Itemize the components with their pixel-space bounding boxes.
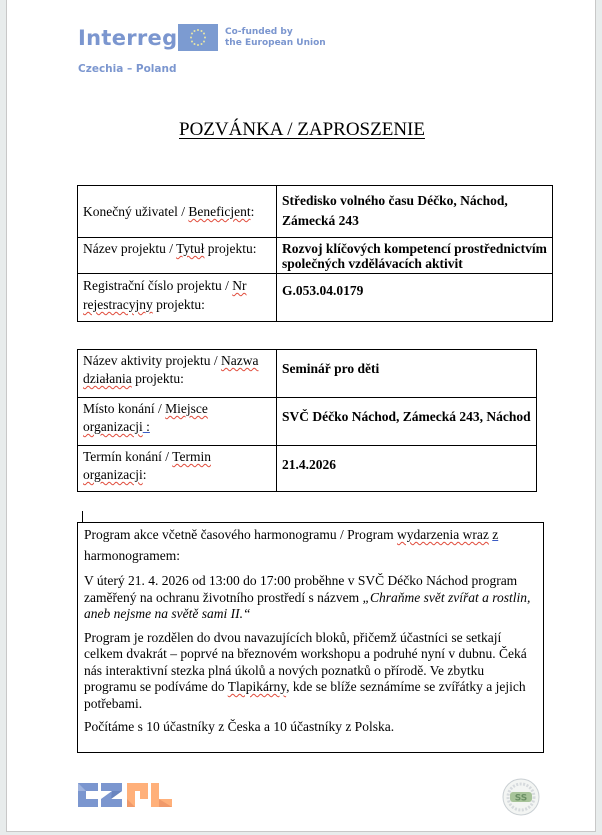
round-seal-logo-icon <box>501 777 541 822</box>
program-heading <box>84 524 537 566</box>
label-text: Místo konání / <box>83 401 166 416</box>
value-line: Rozvoj klíčových kompetencí prostřednictvím <box>282 241 547 256</box>
label-tail: projektu: <box>204 241 257 256</box>
heading-line-2: harmonogramem: <box>84 548 180 563</box>
value-line: G.053.04.0179 <box>282 283 364 298</box>
activity-info-table <box>77 349 537 492</box>
label-tail: projektu: <box>131 371 184 386</box>
value-cell: SVČ Déčko Náchod, Zámecká 243, Náchod <box>277 398 537 446</box>
label-flagged: Nazwa <box>220 353 259 368</box>
project-info-table <box>77 185 553 322</box>
text-cursor <box>82 511 83 522</box>
program-paragraph-2 <box>84 630 537 713</box>
table-row <box>78 186 553 238</box>
p2-text-end: , kde se blíže seznámíme se zvířátky a jejich potřebami. <box>84 679 526 711</box>
interreg-logo: Interreg <box>78 26 178 50</box>
p2-text: Program je rozdělen do dvou navazujících bloků, přičemž účastníci se setkají celkem dvakrát – poprvé na březnovém workshopu a podruhé nyní v dubnu. Čeká nás interaktivní stezka plná úkolů a nových poznatků o přírodě. Ve zbytku programu se podíváme do <box>84 629 527 694</box>
label-text: Termín konání / <box>83 449 173 464</box>
title-text: POZVÁNKA / ZAPROSZENIE <box>179 119 425 140</box>
label-flagged: Termin <box>172 449 211 464</box>
label-text: Registrační číslo projektu / <box>83 278 233 293</box>
program-paragraph-1 <box>84 573 537 623</box>
eu-flag-icon <box>178 24 218 51</box>
program-name: Czechia – Poland <box>78 63 177 75</box>
eu-line-1: Co-funded by <box>225 27 293 37</box>
label-flagged: Miejsce <box>165 401 208 416</box>
p1-text: V úterý 21. 4. 2026 od 13:00 do 17:00 proběhne v SVČ Déčko Náchod program zaměřený na ochranu životního prostředí s názvem <box>84 573 518 605</box>
label-text: Název aktivity projektu / <box>83 353 221 368</box>
table-row <box>78 350 537 398</box>
label-flagged: rejestracyjny <box>83 297 153 312</box>
table-row <box>78 446 537 492</box>
label-text: Název projektu / <box>83 241 177 256</box>
label-flagged: działania <box>83 371 132 386</box>
value-cell <box>277 186 553 238</box>
label-flagged: organizacji <box>83 467 143 482</box>
value-line: Zámecká 243 <box>282 213 359 228</box>
label-tail: : <box>250 204 255 219</box>
p2-flagged: Tlapikárny <box>227 679 287 694</box>
label-cell <box>78 350 277 398</box>
label-flagged: organizacji <box>83 419 143 434</box>
document-page <box>6 0 596 832</box>
eu-line-2: the European Union <box>225 38 326 48</box>
page-title <box>7 119 597 141</box>
label-cell <box>78 274 277 322</box>
value-cell: 21.4.2026 <box>277 446 537 492</box>
value-cell <box>277 274 553 322</box>
label-cell <box>78 186 277 238</box>
table-row <box>78 274 553 322</box>
value-cell <box>277 238 553 274</box>
value-line: Středisko volného času Déčko, Náchod, <box>282 193 508 208</box>
heading-z: z <box>492 527 499 542</box>
label-tail: : <box>142 467 147 482</box>
heading-flagged: wydarzenia wraz <box>397 527 489 542</box>
svg-text:SS: SS <box>514 793 528 804</box>
p1-event-title: „Chraňme svět zvířat a rostlin, aneb nejsme na světě sami II.“ <box>84 589 531 621</box>
label-flagged: Tytuł <box>176 241 205 256</box>
label-cell <box>78 238 277 274</box>
heading-text: Program akce včetně časového harmonogramu / Program <box>84 527 398 542</box>
label-cell <box>78 398 277 446</box>
table-row <box>78 238 553 274</box>
label-flagged: Nr <box>232 278 247 293</box>
label-tail: projektu: <box>152 297 205 312</box>
value-cell: Seminář pro děti <box>277 350 537 398</box>
label-tail: : <box>142 419 150 434</box>
program-paragraph-3: Počítáme s 10 účastníky z Česka a 10 účastníky z Polska. <box>84 719 395 734</box>
program-box[interactable] <box>77 522 544 753</box>
label-text: Konečný uživatel / <box>83 204 189 219</box>
label-cell <box>78 446 277 492</box>
label-flagged: Beneficjent <box>188 204 251 219</box>
eu-cofunded-text <box>225 27 326 49</box>
czpl-logo <box>78 783 178 812</box>
table-row <box>78 398 537 446</box>
value-line: společných vzdělávacích aktivit <box>282 256 463 271</box>
